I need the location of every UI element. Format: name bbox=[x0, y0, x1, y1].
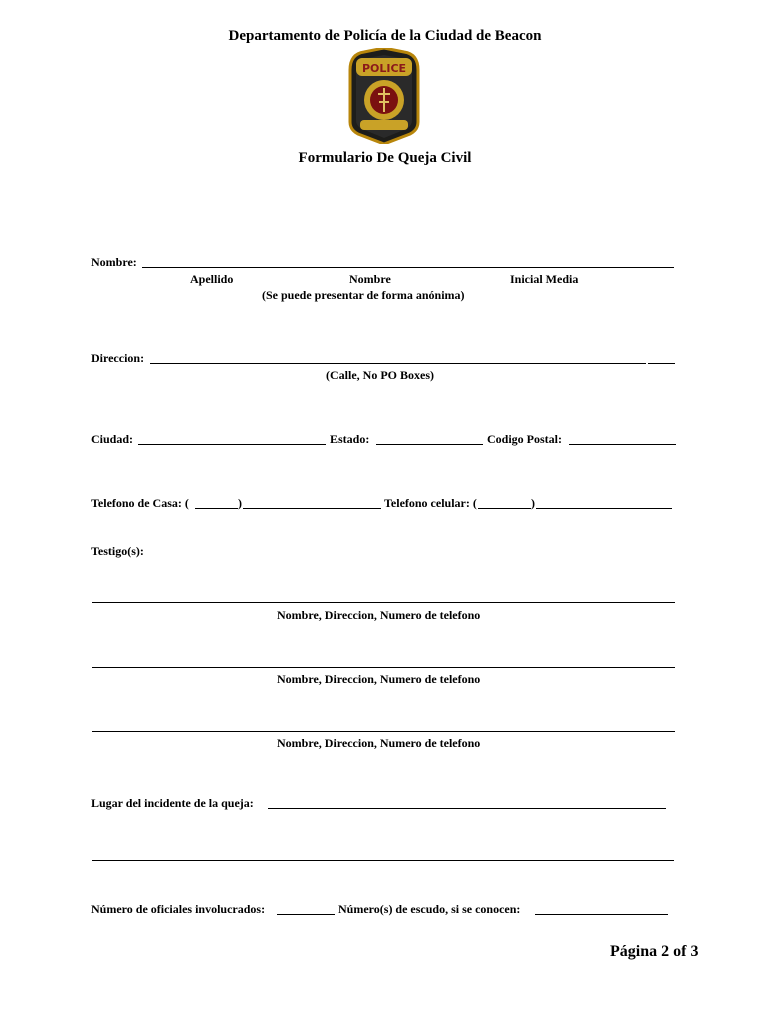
witness-1-field[interactable] bbox=[92, 602, 675, 603]
cell-phone-label: Telefono celular: ( bbox=[384, 496, 477, 510]
officers-count-field[interactable] bbox=[277, 914, 335, 915]
name-field[interactable] bbox=[142, 267, 674, 268]
city-label: Ciudad: bbox=[91, 432, 134, 446]
badge-numbers-field[interactable] bbox=[535, 914, 668, 915]
zip-field[interactable] bbox=[569, 444, 676, 445]
address-label: Direccion: bbox=[91, 351, 145, 365]
police-badge-icon bbox=[344, 48, 424, 144]
witness-2-field[interactable] bbox=[92, 667, 675, 668]
witness-3-caption: Nombre, Direccion, Numero de telefono bbox=[277, 736, 481, 750]
firstname-caption: Nombre bbox=[349, 272, 391, 286]
cell-phone-area-field[interactable] bbox=[478, 508, 531, 509]
state-field[interactable] bbox=[376, 444, 483, 445]
name-label: Nombre: bbox=[91, 255, 137, 269]
location-field[interactable] bbox=[268, 808, 666, 809]
address-field[interactable] bbox=[150, 363, 646, 364]
anonymous-note: (Se puede presentar de forma anónima) bbox=[262, 288, 465, 302]
surname-caption: Apellido bbox=[190, 272, 234, 286]
city-field[interactable] bbox=[138, 444, 326, 445]
witness-label: Testigo(s): bbox=[91, 544, 144, 558]
state-label: Estado: bbox=[330, 432, 370, 446]
witness-1-caption: Nombre, Direccion, Numero de telefono bbox=[277, 608, 481, 622]
cell-phone-field[interactable] bbox=[536, 508, 672, 509]
svg-text:POLICE: POLICE bbox=[361, 62, 407, 75]
address-unit-field[interactable] bbox=[648, 363, 675, 364]
home-phone-area-field[interactable] bbox=[195, 508, 238, 509]
agency-title: Departamento de Policía de la Ciudad de Beacon bbox=[228, 28, 542, 44]
middle-initial-caption: Inicial Media bbox=[510, 272, 579, 286]
home-phone-label: Telefono de Casa: ( bbox=[91, 496, 189, 510]
address-note: (Calle, No PO Boxes) bbox=[326, 368, 434, 382]
zip-label: Codigo Postal: bbox=[487, 432, 562, 446]
location-label: Lugar del incidente de la queja: bbox=[91, 796, 254, 810]
home-phone-close: ) bbox=[238, 496, 242, 510]
witness-3-field[interactable] bbox=[92, 731, 675, 732]
location-field-continued[interactable] bbox=[92, 860, 674, 861]
witness-2-caption: Nombre, Direccion, Numero de telefono bbox=[277, 672, 481, 686]
cell-phone-close: ) bbox=[531, 496, 535, 510]
home-phone-field[interactable] bbox=[243, 508, 381, 509]
form-title: Formulario De Queja Civil bbox=[298, 150, 472, 166]
page-number: Página 2 of 3 bbox=[610, 943, 699, 960]
officers-count-label: Número de oficiales involucrados: bbox=[91, 902, 266, 916]
badge-numbers-label: Número(s) de escudo, si se conocen: bbox=[338, 902, 521, 916]
